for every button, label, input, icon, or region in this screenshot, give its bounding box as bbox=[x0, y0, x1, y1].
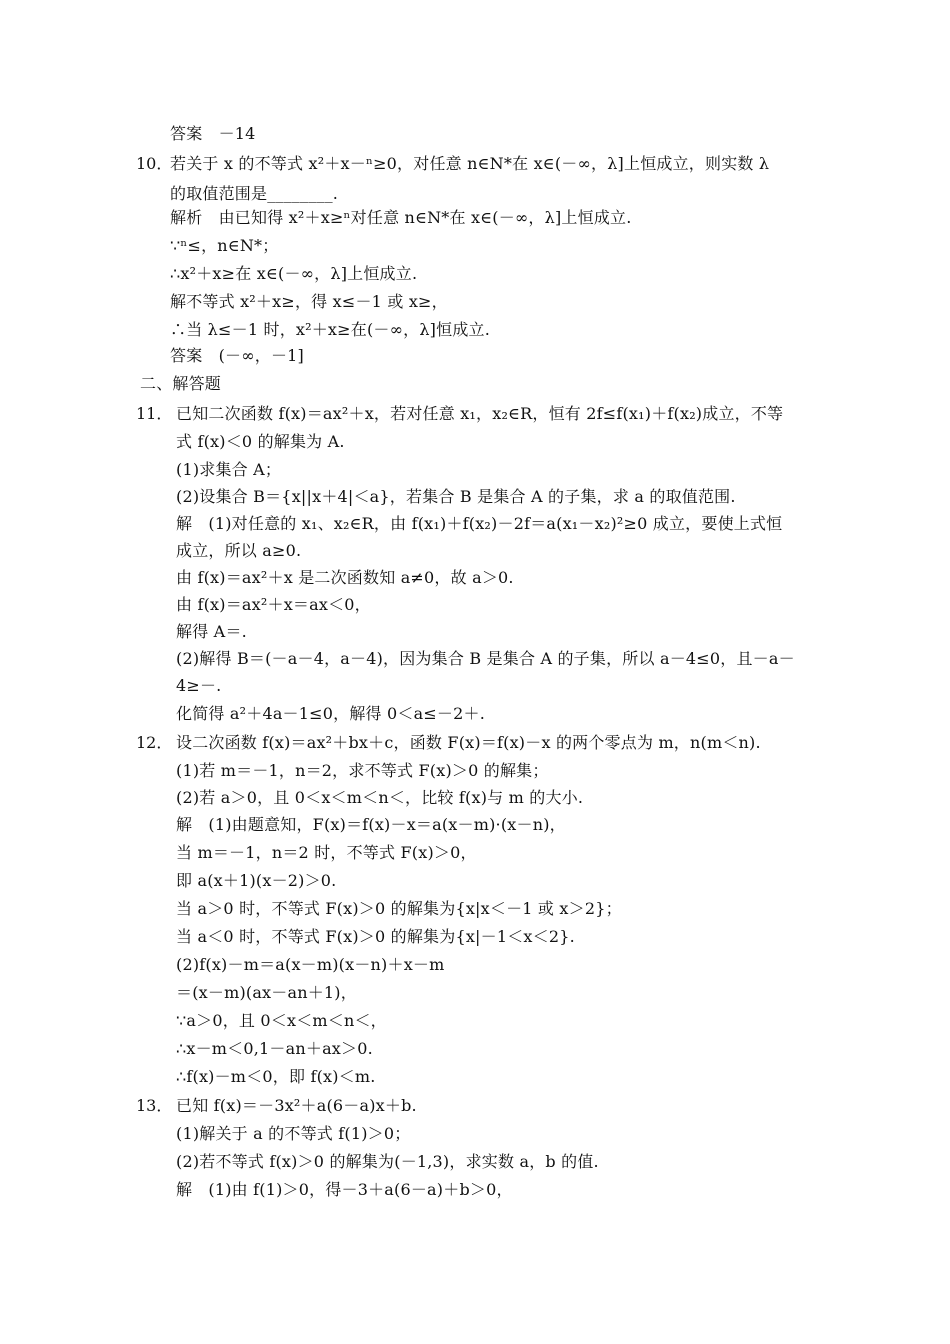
question-number-11: 11． bbox=[136, 404, 173, 423]
question-13-part-2: (2)若不等式 f(x)＞0 的解集为(－1,3)，求实数 a，b 的值. bbox=[176, 1152, 599, 1171]
solution-line: (2)f(x)－m＝a(x－m)(x－n)＋x－m bbox=[176, 955, 445, 974]
question-10-text-cont: 的取值范围是________. bbox=[170, 184, 339, 203]
question-11-text-cont: 式 f(x)＜0 的解集为 A. bbox=[176, 432, 345, 451]
solution-line: 解 (1)由题意知，F(x)＝f(x)－x＝a(x－m)·(x－n)， bbox=[176, 815, 566, 834]
solution-line: 解得 A＝. bbox=[176, 622, 247, 641]
analysis-line: 解析 由已知得 x²＋x≥ⁿ对任意 n∈N*在 x∈(－∞，λ]上恒成立. bbox=[170, 208, 632, 227]
question-number-13: 13． bbox=[136, 1096, 173, 1115]
solution-line: ∵a＞0，且 0＜x＜m＜n＜， bbox=[176, 1011, 387, 1030]
analysis-line: ∵ⁿ≤，n∈N*； bbox=[170, 236, 279, 255]
question-number-12: 12． bbox=[136, 733, 173, 752]
solution-line: 化简得 a²＋4a－1≤0，解得 0＜a≤－2＋. bbox=[176, 704, 486, 723]
question-number-10: 10． bbox=[136, 154, 173, 173]
question-12-text: 设二次函数 f(x)＝ax²＋bx＋c，函数 F(x)＝f(x)－x 的两个零点为 m，n(m＜n). bbox=[176, 733, 761, 752]
answer-line-q10: 答案 (－∞，－1] bbox=[170, 346, 304, 365]
question-11-text: 已知二次函数 f(x)＝ax²＋x，若对任意 x₁，x₂∈R，恒有 2f≤f(x₁)＋f(x₂)成立，不等 bbox=[176, 404, 784, 423]
solution-line: 由 f(x)＝ax²＋x 是二次函数知 a≠0，故 a＞0. bbox=[176, 568, 514, 587]
solution-line: ＝(x－m)(ax－an＋1)， bbox=[176, 983, 357, 1002]
analysis-line: ∴当 λ≤－1 时，x²＋x≥在(－∞，λ]恒成立. bbox=[170, 320, 491, 339]
solution-line: ∴x－m＜0,1－an＋ax＞0. bbox=[176, 1039, 373, 1058]
solution-line: 成立，所以 a≥0. bbox=[176, 541, 302, 560]
solution-line: 即 a(x＋1)(x－2)＞0. bbox=[176, 871, 337, 890]
solution-line: 当 a＜0 时，不等式 F(x)＞0 的解集为{x|－1＜x＜2}. bbox=[176, 927, 575, 946]
question-11-part-2: (2)设集合 B＝{x||x＋4|＜a}，若集合 B 是集合 A 的子集，求 a 的取值范围. bbox=[176, 487, 736, 506]
question-11-part-1: (1)求集合 A； bbox=[176, 460, 282, 479]
question-12-part-1: (1)若 m＝－1，n＝2，求不等式 F(x)＞0 的解集； bbox=[176, 761, 549, 780]
solution-line: 解 (1)由 f(1)＞0，得－3＋a(6－a)＋b＞0， bbox=[176, 1180, 513, 1199]
analysis-line: 解不等式 x²＋x≥，得 x≤－1 或 x≥， bbox=[170, 292, 448, 311]
solution-line: 当 a＞0 时，不等式 F(x)＞0 的解集为{x|x＜－1 或 x＞2}； bbox=[176, 899, 622, 918]
solution-line: (2)解得 B＝(－a－4，a－4)，因为集合 B 是集合 A 的子集，所以 a－4≤0，且－a－ bbox=[176, 649, 795, 668]
solution-line: 4≥－. bbox=[176, 676, 222, 695]
section-heading: 二、解答题 bbox=[140, 374, 222, 393]
question-13-text: 已知 f(x)＝－3x²＋a(6－a)x＋b. bbox=[176, 1096, 417, 1115]
question-10-text: 若关于 x 的不等式 x²＋x－ⁿ≥0，对任意 n∈N*在 x∈(－∞，λ]上恒成立，则实数 λ bbox=[170, 154, 770, 173]
question-12-part-2: (2)若 a＞0，且 0＜x＜m＜n＜，比较 f(x)与 m 的大小. bbox=[176, 788, 584, 807]
answer-line-q9: 答案 －14 bbox=[170, 124, 256, 143]
question-13-part-1: (1)解关于 a 的不等式 f(1)＞0； bbox=[176, 1124, 411, 1143]
solution-line: ∴f(x)－m＜0，即 f(x)＜m. bbox=[176, 1067, 376, 1086]
solution-line: 解 (1)对任意的 x₁、x₂∈R，由 f(x₁)＋f(x₂)－2f＝a(x₁－x₂)²≥0 成立，要使上式恒 bbox=[176, 514, 783, 533]
analysis-line: ∴x²＋x≥在 x∈(－∞，λ]上恒成立. bbox=[170, 264, 418, 283]
solution-line: 由 f(x)＝ax²＋x＝ax＜0， bbox=[176, 595, 371, 614]
solution-line: 当 m＝－1，n＝2 时，不等式 F(x)＞0， bbox=[176, 843, 477, 862]
